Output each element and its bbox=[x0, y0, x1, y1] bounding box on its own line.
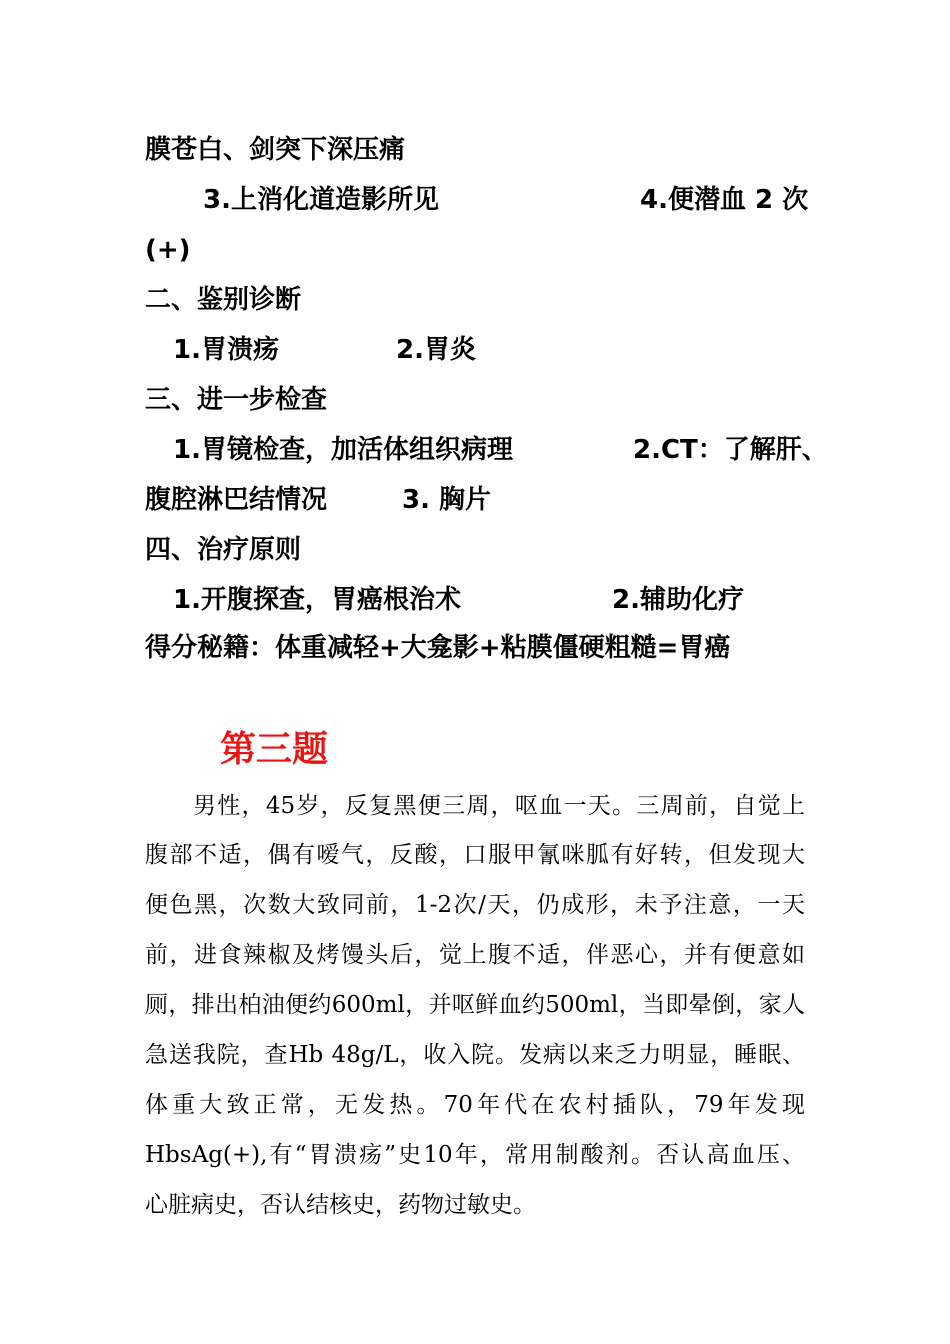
case-line-6: 急送我院，查Hb 48g/L，收入院。发病以来乏力明显，睡眠、 bbox=[145, 1042, 805, 1068]
differential-item-ulcer: 1.胃溃疡 bbox=[173, 335, 279, 365]
exam-item-gastroscopy: 1.胃镜检查，加活体组织病理 bbox=[173, 435, 513, 465]
exam-item-ct-continued: 腹腔淋巴结情况 bbox=[145, 485, 328, 515]
heading-differential-diagnosis: 二、鉴别诊断 bbox=[145, 285, 302, 315]
finding-occult-blood-result: (+) bbox=[145, 235, 191, 265]
differential-item-gastritis: 2.胃炎 bbox=[396, 335, 476, 365]
case-line-8: HbsAg(+),有“胃溃疡”史10年，常用制酸剂。否认高血压、 bbox=[145, 1142, 805, 1168]
treatment-item-chemo: 2.辅助化疗 bbox=[612, 585, 744, 615]
case-line-4: 前，进食辣椒及烤馒头后，觉上腹不适，伴恶心，并有便意如 bbox=[145, 942, 805, 968]
case-line-3: 便色黑，次数大致同前，1-2次/天，仍成形，未予注意，一天 bbox=[145, 892, 805, 918]
heading-further-exam: 三、进一步检查 bbox=[145, 385, 328, 415]
heading-treatment-principle: 四、治疗原则 bbox=[145, 535, 302, 565]
finding-barium-meal: 3.上消化道造影所见 bbox=[203, 185, 439, 215]
exam-item-chest-xray: 3. 胸片 bbox=[402, 485, 492, 515]
case-line-5: 厕，排出柏油便约600ml，并呕鲜血约500ml，当即晕倒，家人 bbox=[145, 992, 805, 1018]
case-line-2: 腹部不适，偶有嗳气，反酸，口服甲氰咪胍有好转，但发现大 bbox=[145, 842, 805, 868]
case-line-9: 心脏病史，否认结核史，药物过敏史。 bbox=[145, 1192, 536, 1218]
section-title: 第三题 bbox=[220, 728, 329, 770]
exam-item-ct: 2.CT：了解肝、 bbox=[633, 435, 828, 465]
case-line-7: 体重大致正常，无发热。70年代在农村插队，79年发现 bbox=[145, 1092, 805, 1118]
treatment-item-surgery: 1.开腹探查，胃癌根治术 bbox=[173, 585, 461, 615]
scoring-tip: 得分秘籍：体重减轻+大龛影+粘膜僵硬粗糙=胃癌 bbox=[145, 633, 731, 663]
finding-occult-blood: 4.便潜血 2 次 bbox=[640, 185, 809, 215]
case-line-1: 男性，45岁，反复黑便三周，呕血一天。三周前，自觉上 bbox=[193, 793, 805, 819]
physical-exam-line: 膜苍白、剑突下深压痛 bbox=[145, 135, 406, 165]
